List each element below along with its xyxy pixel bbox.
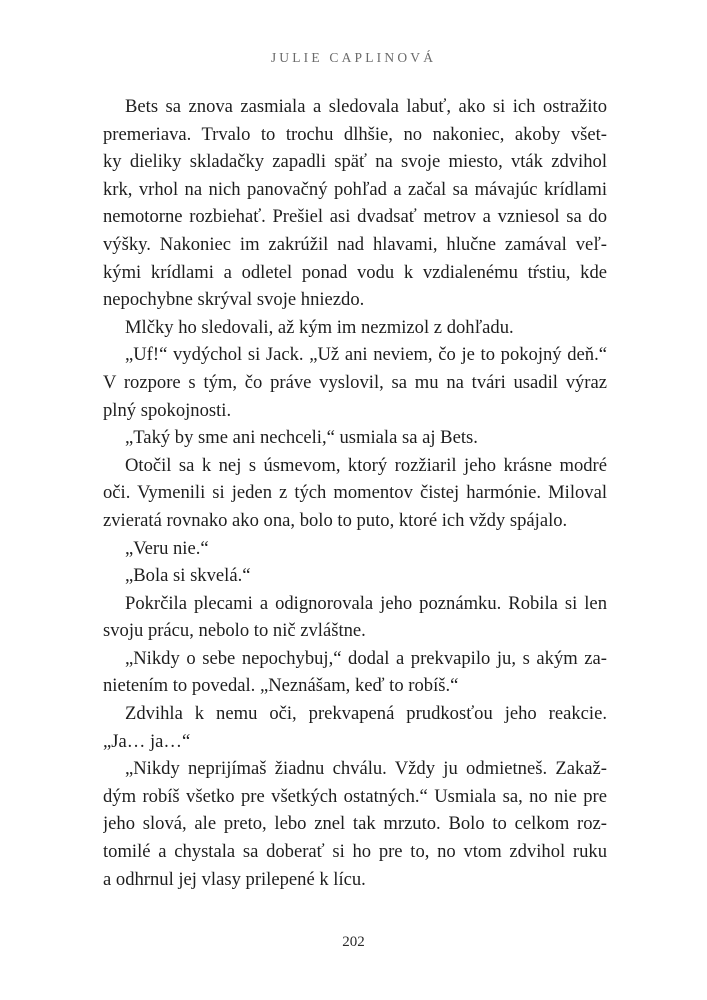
text-line: „Nikdy o sebe nepochybuj,“ dodal a prekvapilo ju, s akým za- xyxy=(125,647,607,669)
text-line: a odhrnul jej vlasy prilepené k lícu. xyxy=(103,868,366,890)
text-line: „Taký by sme ani nechceli,“ usmiala sa aj Bets. xyxy=(125,427,478,449)
text-line: V rozpore s tým, čo práve vyslovil, sa mu na tvári usadil výraz xyxy=(103,371,607,393)
text-line: zvieratá rovnako ako ona, bolo to puto, ktoré ich vždy spájalo. xyxy=(103,509,568,531)
text-line: ky dieliky skladačky zapadli späť na svoje miesto, vták zdvihol xyxy=(103,151,607,173)
paragraph xyxy=(103,562,607,590)
text-line: nemotorne rozbiehať. Prešiel asi dvadsať metrov a vzniesol sa do xyxy=(103,206,607,228)
paragraph xyxy=(103,452,607,535)
text-line: „Bola si skvelá.“ xyxy=(125,565,251,587)
page-number: 202 xyxy=(342,934,365,950)
text-line: „Nikdy neprijímaš žiadnu chválu. Vždy ju odmietneš. Zakaž- xyxy=(125,758,607,780)
text-line: „Ja… ja…“ xyxy=(103,730,191,752)
text-line: „Veru nie.“ xyxy=(125,537,209,559)
text-line: Mlčky ho sledovali, až kým im nezmizol z dohľadu. xyxy=(125,316,514,338)
text-line: Otočil sa k nej s úsmevom, ktorý rozžiaril jeho krásne modré xyxy=(125,454,607,476)
paragraph xyxy=(103,645,607,700)
paragraph xyxy=(103,755,607,893)
paragraph xyxy=(103,700,607,755)
text-line: svoju prácu, nebolo to nič zvláštne. xyxy=(103,620,366,642)
text-line: dým robíš všetko pre všetkých ostatných.“ Usmiala sa, no nie pre xyxy=(103,785,607,807)
text-line: „Uf!“ vydýchol si Jack. „Už ani neviem, čo je to pokojný deň.“ xyxy=(125,344,607,366)
text-line: Zdvihla k nemu oči, prekvapená prudkosťou jeho reakcie. xyxy=(125,703,607,725)
paragraph xyxy=(103,590,607,645)
text-line: jeho slová, ale preto, lebo znel tak mrzuto. Bolo to celkom roz- xyxy=(103,813,607,835)
body-text xyxy=(103,93,607,893)
text-line: Pokrčila plecami a odignorovala jeho poznámku. Robila si len xyxy=(125,592,607,614)
text-line: oči. Vymenili si jeden z tých momentov čistej harmónie. Miloval xyxy=(103,482,607,504)
text-line: kými krídlami a odletel ponad vodu k vzdialenému tŕstiu, kde xyxy=(103,261,607,283)
paragraph xyxy=(103,424,607,452)
paragraph xyxy=(103,93,607,314)
paragraph xyxy=(103,314,607,342)
text-line: premeriava. Trvalo to trochu dlhšie, no nakoniec, akoby všet- xyxy=(103,123,607,145)
text-line: krk, vrhol na nich panovačný pohľad a začal sa mávajúc krídlami xyxy=(103,178,607,200)
text-line: Bets sa znova zasmiala a sledovala labuť, ako si ich ostražito xyxy=(125,96,607,117)
text-line: plný spokojnosti. xyxy=(103,399,232,421)
text-line: tomilé a chystala sa doberať si ho pre to, no vtom zdvihol ruku xyxy=(103,841,607,863)
text-line: nepochybne skrýval svoje hniezdo. xyxy=(103,289,365,311)
paragraph xyxy=(103,535,607,563)
text-line: nietením to povedal. „Neznášam, keď to robíš.“ xyxy=(103,675,459,697)
paragraph xyxy=(103,341,607,424)
text-line: výšky. Nakoniec im zakrúžil nad hlavami, hlučne zamával veľ- xyxy=(103,233,607,255)
running-head-author: JULIE CAPLINOVÁ xyxy=(270,50,437,65)
